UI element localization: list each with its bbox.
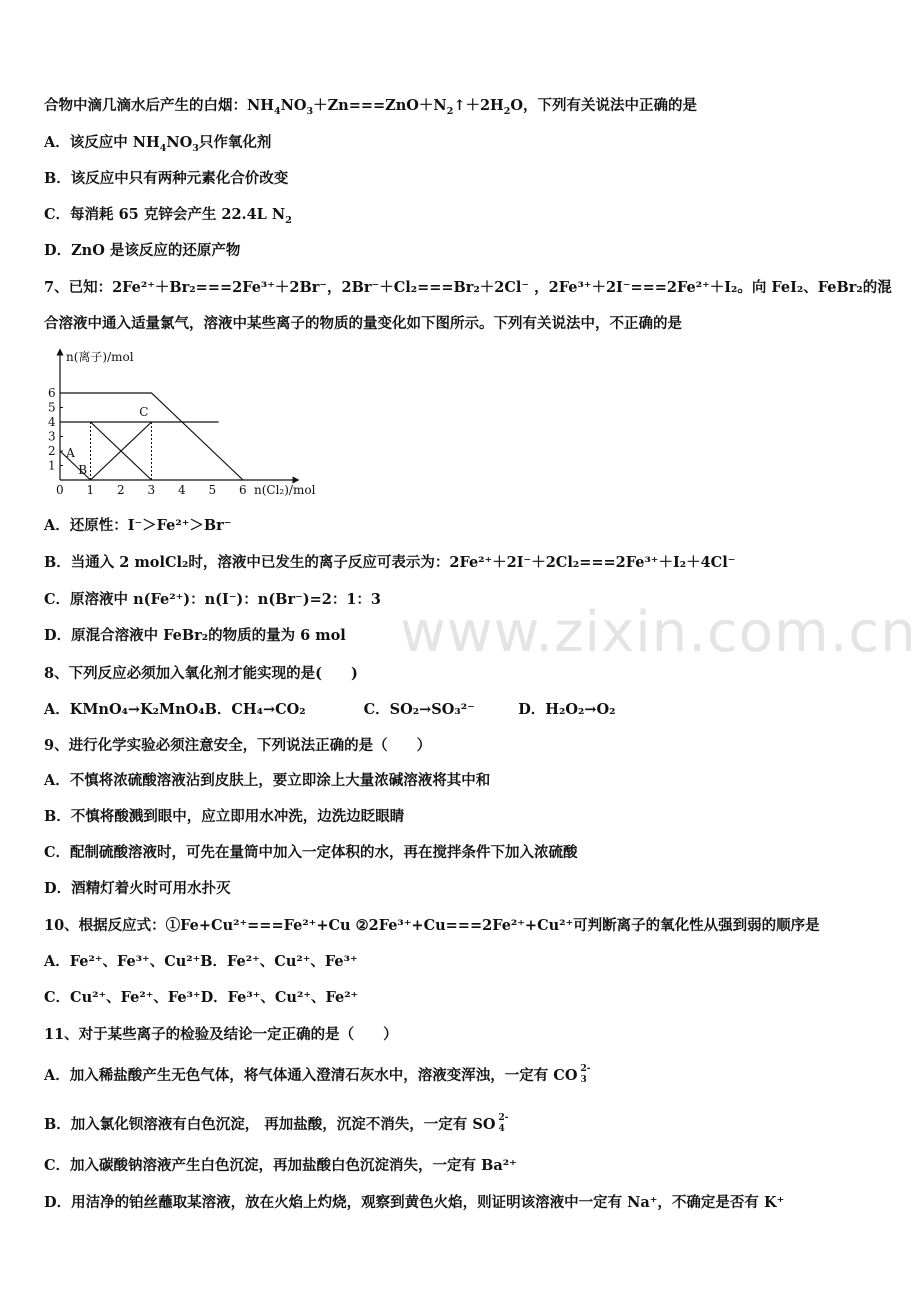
x-tick-label: 6 — [239, 483, 247, 497]
q7-option-d: D．原混合溶液中 FeBr₂的物质的量为 6 mol — [44, 627, 346, 644]
q7-option-b: B．当通入 2 molCl₂时，溶液中已发生的离子反应可表示为：2Fe²⁺＋2I⁻＋2Cl₂===2Fe³⁺＋I₂＋4Cl⁻ — [44, 554, 736, 571]
x-tick-label: 0 — [56, 483, 64, 497]
q8-options: A．KMnO₄→K₂MnO₄B．CH₄→CO₂ C．SO₂→SO₃²⁻ D．H₂O₂→O₂ — [44, 701, 616, 718]
x-tick-label: 2 — [117, 483, 125, 497]
y-axis-label: n(离子)/mol — [66, 350, 134, 364]
q11-stem: 11、对于某些离子的检验及结论一定正确的是（ ） — [44, 1026, 398, 1043]
x-tick-label: 5 — [208, 483, 217, 497]
q11-option-b: B．加入氯化钡溶液有白色沉淀， 再加盐酸，沉淀不消失，一定有 SO 2- 4 — [44, 1113, 509, 1134]
x-ticks — [56, 483, 247, 497]
q9-option-d: D．酒精灯着火时可用水扑灭 — [44, 880, 231, 897]
y-tick-label: 3 — [48, 429, 56, 444]
q10-options-ab: A．Fe²⁺、Fe³⁺、Cu²⁺B．Fe²⁺、Cu²⁺、Fe³⁺ — [44, 953, 358, 970]
q6-option-c: C．每消耗 65 克锌会产生 22.4L $N_2$ — [44, 206, 292, 226]
watermark: www.zixin.com.cn — [400, 600, 917, 665]
q9-option-b: B．不慎将酸溅到眼中，应立即用水冲洗，边洗边眨眼睛 — [44, 808, 405, 825]
q11-option-d: D．用洁净的铂丝蘸取某溶液，放在火焰上灼烧，观察到黄色火焰，则证明该溶液中一定有 Na⁺，不确定是否有 K⁺ — [44, 1194, 785, 1211]
x-tick-label: 1 — [86, 483, 95, 497]
y-tick-label: 6 — [48, 386, 56, 400]
x-tick-label: 4 — [178, 483, 186, 497]
point-label-c: C — [139, 405, 149, 420]
y-tick-label: 2 — [48, 444, 56, 458]
q6-option-d: D．ZnO 是该反应的还原产物 — [44, 242, 241, 259]
y-tick-label: 4 — [48, 415, 56, 429]
q7-stem-line2: 合溶液中通入适量氯气，溶液中某些离子的物质的量变化如下图所示。下列有关说法中，不正确的是 — [44, 315, 682, 332]
q11-option-a: A．加入稀盐酸产生无色气体，将气体通入澄清石灰水中，溶液变浑浊，一定有 CO 2- 3 — [44, 1064, 591, 1085]
point-label-b: B — [78, 463, 88, 478]
q6-option-a: A．该反应中 $NH_4NO_3$只作氧化剂 — [44, 134, 272, 154]
x-axis-label: n(Cl₂)/mol — [254, 483, 316, 497]
q8-stem: 8、下列反应必须加入氧化剂才能实现的是( ) — [44, 665, 358, 682]
x-tick-label: 3 — [147, 483, 156, 497]
q10-options-cd: C．Cu²⁺、Fe²⁺、Fe³⁺D．Fe³⁺、Cu²⁺、Fe²⁺ — [44, 989, 359, 1006]
q9-option-c: C．配制硫酸溶液时，可先在量筒中加入一定体积的水，再在搅拌条件下加入浓硫酸 — [44, 844, 578, 861]
q6-stem: 合物中滴几滴水后产生的白烟：$NH_4NO_3+Zn===ZnO+N_2↑+2H_2O$，下列有关说法中正确的是 — [44, 97, 698, 117]
y-ticks — [48, 386, 63, 473]
q7-option-c: C．原溶液中 n(Fe²⁺)：n(I⁻)：n(Br⁻)=2：1：3 — [44, 591, 382, 608]
q6-option-b: B．该反应中只有两种元素化合价改变 — [44, 170, 289, 187]
q7-stem-line1: 7、已知：2Fe²⁺＋Br₂===2Fe³⁺＋2Br⁻，2Br⁻＋Cl₂===Br₂＋2Cl⁻ ，2Fe³⁺＋2I⁻===2Fe²⁺＋I₂。向 FeI₂、FeBr₂的混 — [44, 279, 892, 296]
ion-amount-chart — [40, 346, 330, 502]
y-tick-label: 5 — [48, 400, 56, 415]
q10-stem: 10、根据反应式：①Fe+Cu²⁺===Fe²⁺+Cu ②2Fe³⁺+Cu===2Fe²⁺+Cu²⁺可判断离子的氧化性从强到弱的顺序是 — [44, 917, 820, 934]
q11-option-c: C．加入碳酸钠溶液产生白色沉淀，再加盐酸白色沉淀消失，一定有 Ba²⁺ — [44, 1157, 517, 1174]
point-label-a: A — [66, 445, 75, 460]
y-tick-label: 1 — [48, 458, 56, 473]
q9-option-a: A．不慎将浓硫酸溶液沾到皮肤上，要立即涂上大量浓碱溶液将其中和 — [44, 772, 491, 789]
q9-stem: 9、进行化学实验必须注意安全，下列说法正确的是（ ） — [44, 737, 432, 754]
q7-option-a: A．还原性：I⁻＞Fe²⁺＞Br⁻ — [44, 517, 232, 534]
